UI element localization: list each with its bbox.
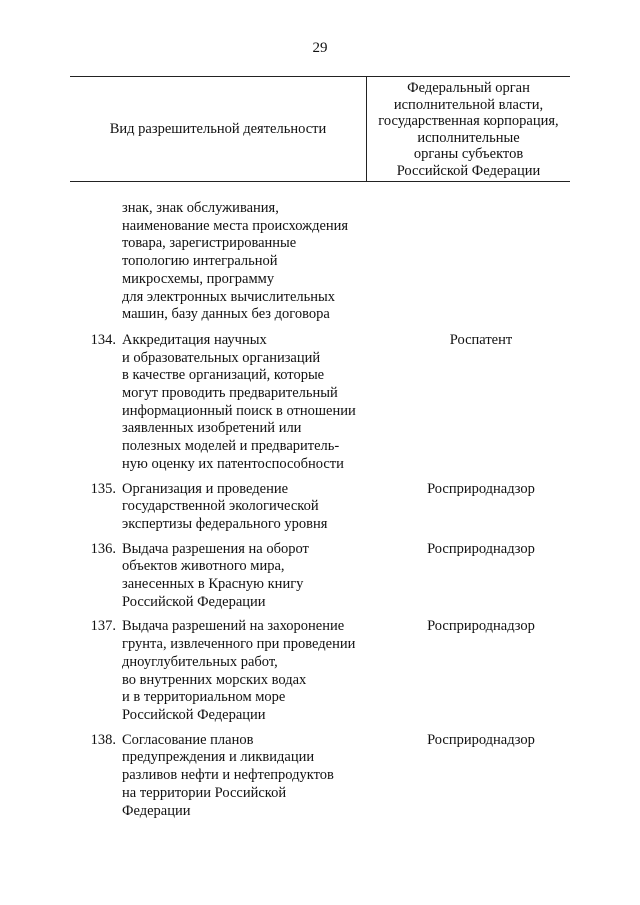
row-agency: Росприроднадзор xyxy=(427,731,535,748)
row-number: 135. xyxy=(90,480,116,497)
row-description-line: Выдача разрешения на оборот xyxy=(122,540,309,557)
row-description-line: наименование места происхождения xyxy=(122,217,349,234)
row-number: 138. xyxy=(90,731,116,748)
page-number: 29 xyxy=(312,40,328,56)
row-description xyxy=(122,332,392,474)
header-authority-line: исполнительные xyxy=(417,129,520,146)
table-row xyxy=(70,618,570,724)
row-description-line: на территории Российской xyxy=(122,784,287,801)
row-description-line: товара, зарегистрированные xyxy=(122,235,297,252)
row-description-line: полезных моделей и предваритель- xyxy=(122,438,340,455)
row-description-line: в качестве организаций, которые xyxy=(122,367,325,384)
table-body xyxy=(70,200,570,827)
row-number: 136. xyxy=(90,540,116,557)
row-description-line: для электронных вычислительных xyxy=(122,288,335,305)
row-description xyxy=(122,732,392,821)
header-authority xyxy=(367,80,570,180)
header-authority-line: органы субъектов xyxy=(413,146,524,163)
row-description xyxy=(122,200,392,324)
header-authority-line: Российской Федерации xyxy=(396,162,541,179)
row-description-line: разливов нефти и нефтепродуктов xyxy=(122,767,334,784)
table-row xyxy=(70,732,570,821)
row-description xyxy=(122,541,392,612)
table-row-continuation xyxy=(70,200,570,324)
row-number: 137. xyxy=(90,618,116,635)
row-description-line: информационный поиск в отношении xyxy=(122,402,356,419)
row-agency: Росприроднадзор xyxy=(427,480,535,497)
row-description-line: и в территориальном море xyxy=(122,689,286,706)
header-authority-line: Федеральный орган xyxy=(407,80,530,96)
row-description-line: дноуглубительных работ, xyxy=(122,653,278,670)
row-description-line: могут проводить предварительный xyxy=(122,385,338,402)
row-description xyxy=(122,618,392,724)
row-description-line: Согласование планов xyxy=(122,731,254,748)
row-description-line: предупреждения и ликвидации xyxy=(122,749,315,766)
row-description-line: экспертизы федерального уровня xyxy=(122,515,328,532)
header-activity-type: Вид разрешительной деятельности xyxy=(109,121,327,137)
row-description xyxy=(122,481,392,534)
row-description-line: Организация и проведение xyxy=(122,480,289,497)
row-description-line: и образовательных организаций xyxy=(122,349,321,366)
table-row xyxy=(70,481,570,534)
row-description-line: занесенных в Красную книгу xyxy=(122,576,304,593)
row-agency: Роспатент xyxy=(449,331,513,348)
table-row xyxy=(70,541,570,612)
row-description-line: Аккредитация научных xyxy=(122,331,267,348)
header-authority-line: исполнительной власти, xyxy=(393,96,544,113)
row-agency: Росприроднадзор xyxy=(427,618,535,635)
row-description-line: во внутренних морских водах xyxy=(122,671,307,688)
row-description-line: машин, базу данных без договора xyxy=(122,306,330,323)
row-description-line: Российской Федерации xyxy=(122,706,266,723)
row-agency: Росприроднадзор xyxy=(427,540,535,557)
row-description-line: ную оценку их патентоспособности xyxy=(122,455,344,472)
table-row xyxy=(70,332,570,474)
row-description-line: государственной экологической xyxy=(122,498,319,515)
row-description-line: Выдача разрешений на захоронение xyxy=(122,618,345,635)
table-header xyxy=(70,76,570,182)
row-description-line: знак, знак обслуживания, xyxy=(122,200,279,216)
row-description-line: Федерации xyxy=(122,802,191,819)
row-number: 134. xyxy=(90,331,116,348)
row-description-line: топологию интегральной xyxy=(122,253,278,270)
row-description-line: Российской Федерации xyxy=(122,593,266,610)
row-description-line: заявленных изобретений или xyxy=(122,420,302,437)
row-description-line: объектов животного мира, xyxy=(122,558,285,575)
row-description-line: грунта, извлеченного при проведении xyxy=(122,636,356,653)
header-authority-line: государственная корпорация, xyxy=(378,113,559,130)
row-description-line: микросхемы, программу xyxy=(122,270,275,287)
